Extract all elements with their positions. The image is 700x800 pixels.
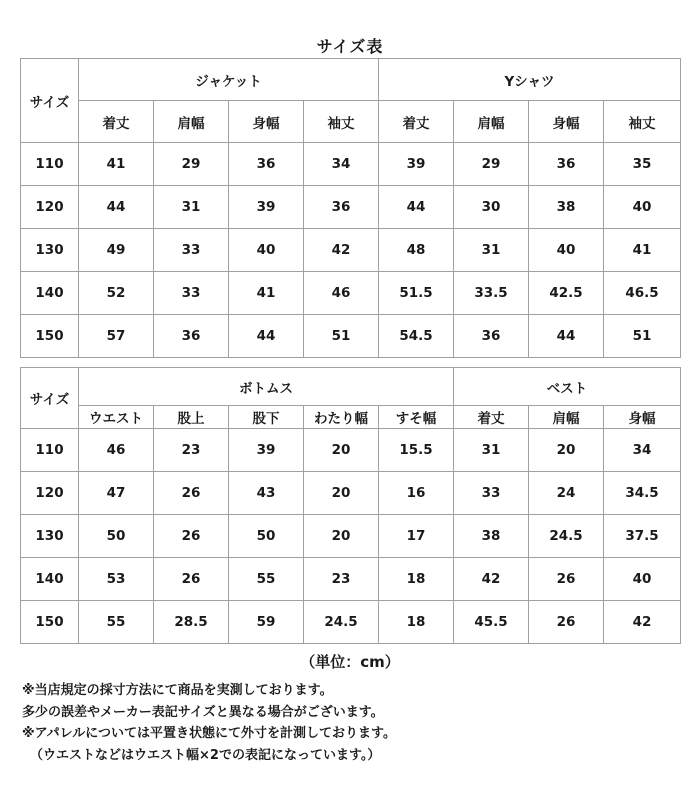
table-cell: 50 xyxy=(79,515,154,558)
table-cell: 53 xyxy=(79,558,154,601)
table-cell: 16 xyxy=(379,472,454,515)
table-cell: 34 xyxy=(304,143,379,186)
column-header: 股上 xyxy=(154,406,229,429)
size-header: サイズ xyxy=(21,368,79,429)
column-header: 着丈 xyxy=(79,101,154,143)
size-cell: 150 xyxy=(21,315,79,358)
table-cell: 45.5 xyxy=(454,601,529,644)
table-row xyxy=(21,601,681,644)
page-title: サイズ表 xyxy=(316,37,384,56)
note-line: ※当店規定の採寸方法にて商品を実測しております。 xyxy=(22,683,333,698)
table-cell: 57 xyxy=(79,315,154,358)
column-header: 肩幅 xyxy=(454,101,529,143)
group-header-shirt: Yシャツ xyxy=(379,59,681,101)
column-header: 股下 xyxy=(229,406,304,429)
size-cell: 110 xyxy=(21,429,79,472)
table-cell: 24 xyxy=(529,472,604,515)
table-cell: 40 xyxy=(604,186,681,229)
group-header-bottoms: ボトムス xyxy=(79,368,454,406)
column-header: 袖丈 xyxy=(304,101,379,143)
table-cell: 23 xyxy=(154,429,229,472)
table-cell: 30 xyxy=(454,186,529,229)
table-cell: 36 xyxy=(454,315,529,358)
table-cell: 20 xyxy=(304,472,379,515)
table-cell: 42.5 xyxy=(529,272,604,315)
column-header: 身幅 xyxy=(529,101,604,143)
table-row xyxy=(21,515,681,558)
table-cell: 55 xyxy=(79,601,154,644)
table-cell: 52 xyxy=(79,272,154,315)
note-line: （ウエストなどはウエスト幅×2での表記になっています。） xyxy=(30,747,381,763)
table-cell: 49 xyxy=(79,229,154,272)
table-cell: 36 xyxy=(229,143,304,186)
table-row xyxy=(21,429,681,472)
column-header: ウエスト xyxy=(79,406,154,429)
column-header: わたり幅 xyxy=(304,406,379,429)
column-header: 肩幅 xyxy=(529,406,604,429)
column-header: 着丈 xyxy=(454,406,529,429)
size-cell: 140 xyxy=(21,272,79,315)
table-cell: 31 xyxy=(454,429,529,472)
table-cell: 50 xyxy=(229,515,304,558)
table-row xyxy=(21,558,681,601)
table-cell: 42 xyxy=(604,601,681,644)
table-cell: 59 xyxy=(229,601,304,644)
table-cell: 26 xyxy=(154,515,229,558)
table-cell: 31 xyxy=(154,186,229,229)
table-subheader-row xyxy=(21,406,681,429)
table-cell: 15.5 xyxy=(379,429,454,472)
table-cell: 36 xyxy=(304,186,379,229)
column-header: 着丈 xyxy=(379,101,454,143)
table-cell: 51 xyxy=(604,315,681,358)
table-cell: 18 xyxy=(379,558,454,601)
table-cell: 26 xyxy=(529,601,604,644)
table-cell: 26 xyxy=(529,558,604,601)
table-cell: 37.5 xyxy=(604,515,681,558)
table-cell: 55 xyxy=(229,558,304,601)
table-row xyxy=(21,186,681,229)
table-cell: 54.5 xyxy=(379,315,454,358)
table-cell: 42 xyxy=(454,558,529,601)
table-cell: 23 xyxy=(304,558,379,601)
table-row xyxy=(21,143,681,186)
table-cell: 38 xyxy=(454,515,529,558)
column-header: すそ幅 xyxy=(379,406,454,429)
unit-label: （単位：cm） xyxy=(300,653,400,671)
column-header: 肩幅 xyxy=(154,101,229,143)
table-cell: 39 xyxy=(229,186,304,229)
column-header: 身幅 xyxy=(604,406,681,429)
table-row xyxy=(21,272,681,315)
table-cell: 48 xyxy=(379,229,454,272)
note-line: ※アパレルについては平置き状態にて外寸を計測しております。 xyxy=(22,726,396,741)
table-cell: 34.5 xyxy=(604,472,681,515)
table-cell: 34 xyxy=(604,429,681,472)
table-cell: 46 xyxy=(79,429,154,472)
table-row xyxy=(21,229,681,272)
table-cell: 35 xyxy=(604,143,681,186)
size-cell: 130 xyxy=(21,229,79,272)
table-cell: 20 xyxy=(304,515,379,558)
table-cell: 40 xyxy=(529,229,604,272)
notes xyxy=(22,680,396,766)
table-header-row xyxy=(21,59,681,101)
table-cell: 29 xyxy=(454,143,529,186)
column-header: 袖丈 xyxy=(604,101,681,143)
table-cell: 41 xyxy=(229,272,304,315)
table-cell: 29 xyxy=(154,143,229,186)
table-cell: 17 xyxy=(379,515,454,558)
table-header-row xyxy=(21,368,681,406)
table-cell: 20 xyxy=(529,429,604,472)
table-cell: 33 xyxy=(454,472,529,515)
size-cell: 150 xyxy=(21,601,79,644)
table-cell: 31 xyxy=(454,229,529,272)
table-cell: 41 xyxy=(79,143,154,186)
table-cell: 44 xyxy=(529,315,604,358)
table-cell: 46.5 xyxy=(604,272,681,315)
table-cell: 33 xyxy=(154,272,229,315)
table-cell: 42 xyxy=(304,229,379,272)
size-cell: 140 xyxy=(21,558,79,601)
column-header: 身幅 xyxy=(229,101,304,143)
table-cell: 44 xyxy=(79,186,154,229)
table-cell: 40 xyxy=(604,558,681,601)
table-cell: 51.5 xyxy=(379,272,454,315)
table-cell: 41 xyxy=(604,229,681,272)
size-table-bottoms-vest xyxy=(20,367,681,644)
table-cell: 33.5 xyxy=(454,272,529,315)
table-cell: 39 xyxy=(379,143,454,186)
note-line: 多少の誤差やメーカー表記サイズと異なる場合がございます。 xyxy=(22,704,384,720)
table-cell: 51 xyxy=(304,315,379,358)
size-cell: 120 xyxy=(21,186,79,229)
table-cell: 46 xyxy=(304,272,379,315)
table-cell: 24.5 xyxy=(304,601,379,644)
table-cell: 44 xyxy=(229,315,304,358)
table-subheader-row xyxy=(21,101,681,143)
size-header: サイズ xyxy=(21,59,79,143)
table-cell: 38 xyxy=(529,186,604,229)
group-header-vest: ベスト xyxy=(454,368,681,406)
table-cell: 24.5 xyxy=(529,515,604,558)
table-cell: 47 xyxy=(79,472,154,515)
size-cell: 130 xyxy=(21,515,79,558)
table-cell: 36 xyxy=(529,143,604,186)
table-cell: 39 xyxy=(229,429,304,472)
size-cell: 120 xyxy=(21,472,79,515)
size-cell: 110 xyxy=(21,143,79,186)
table-row xyxy=(21,315,681,358)
table-cell: 40 xyxy=(229,229,304,272)
group-header-jacket: ジャケット xyxy=(79,59,379,101)
table-cell: 43 xyxy=(229,472,304,515)
table-cell: 26 xyxy=(154,472,229,515)
table-cell: 18 xyxy=(379,601,454,644)
table-cell: 33 xyxy=(154,229,229,272)
table-cell: 36 xyxy=(154,315,229,358)
table-cell: 26 xyxy=(154,558,229,601)
table-cell: 44 xyxy=(379,186,454,229)
table-cell: 20 xyxy=(304,429,379,472)
table-cell: 28.5 xyxy=(154,601,229,644)
table-row xyxy=(21,472,681,515)
size-table-jacket-shirt xyxy=(20,58,681,358)
